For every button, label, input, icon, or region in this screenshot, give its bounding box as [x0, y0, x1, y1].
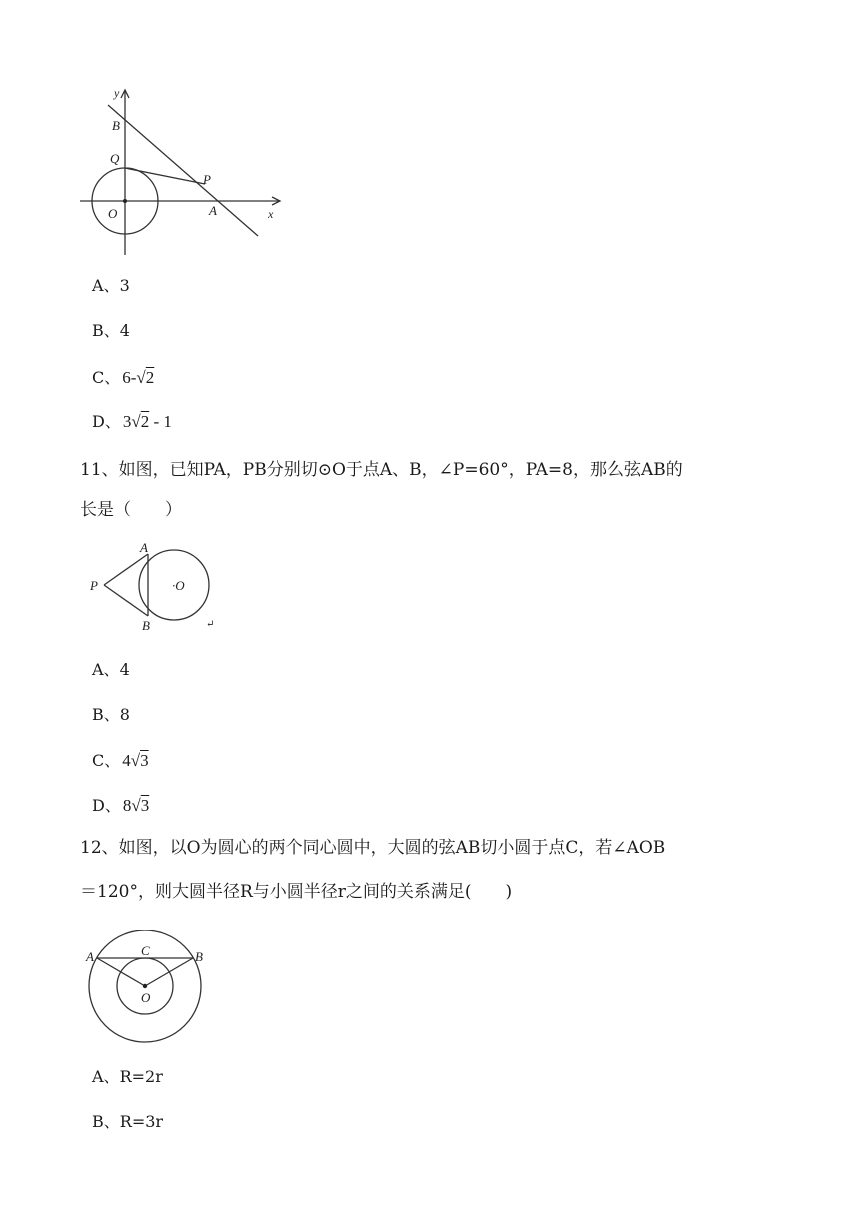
option-value: 8: [119, 705, 130, 724]
q12-option-a: [92, 1067, 163, 1087]
q11-text-line2: 长是（ ）: [80, 500, 182, 520]
label-o: ·O: [172, 578, 185, 593]
option-prefix: B、: [92, 321, 120, 340]
figure-q11: [80, 538, 230, 638]
math-pre: 8: [122, 796, 132, 815]
q12-option-b: [92, 1112, 163, 1132]
radius-ob: [145, 958, 193, 986]
option-value: 4: [119, 660, 130, 679]
option-math: [123, 796, 149, 815]
option-value: 3: [119, 276, 130, 295]
option-prefix: D、: [92, 796, 121, 815]
origin-dot: [123, 199, 127, 203]
radicand: 2: [140, 412, 150, 431]
sqrt-sign: √: [136, 368, 146, 387]
label-b: B: [195, 949, 203, 964]
q11-option-c: [92, 751, 149, 771]
label-q: Q: [110, 151, 120, 166]
label-b: B: [112, 118, 120, 133]
label-o: O: [141, 990, 151, 1005]
q10-option-d: [92, 412, 172, 432]
label-a: A: [209, 203, 217, 218]
radicand: 3: [140, 751, 149, 770]
label-a: A: [86, 949, 94, 964]
option-prefix: C、: [92, 751, 121, 770]
option-math: [123, 412, 172, 431]
sqrt-sign: √: [130, 751, 141, 770]
option-math: [122, 751, 148, 770]
label-p: P: [90, 578, 98, 593]
tangent-qp: [125, 168, 205, 184]
label-a: A: [140, 540, 148, 555]
tangent-pa: [104, 554, 148, 585]
option-value: R=3r: [119, 1112, 164, 1131]
label-p: P: [203, 172, 211, 187]
radicand: 3: [140, 796, 150, 815]
q10-option-b: [92, 321, 130, 341]
math-pre: 3: [122, 412, 132, 431]
q11-option-a: [92, 660, 130, 680]
option-value: R=2r: [119, 1067, 163, 1086]
figure-q10: [70, 80, 290, 265]
option-prefix: A、: [92, 276, 120, 295]
q11-text-line1: 11、如图，已知PA，PB分别切⊙O于点A、B，∠P=60°，PA=8，那么弦AB的: [80, 460, 683, 480]
option-value: 4: [119, 321, 130, 340]
math-pre: 4: [122, 751, 131, 770]
option-prefix: A、: [92, 1067, 120, 1086]
option-math: [122, 368, 154, 387]
sqrt-sign: √: [131, 796, 141, 815]
option-prefix: B、: [92, 1112, 120, 1131]
radius-oa: [97, 958, 145, 986]
q11-option-b: [92, 705, 130, 725]
tangent-pb: [104, 585, 148, 616]
math-pre: 6-: [122, 368, 137, 387]
label-c: C: [141, 943, 150, 958]
q10-option-a: [92, 276, 130, 296]
label-o: O: [108, 206, 118, 221]
option-prefix: B、: [92, 705, 120, 724]
option-prefix: C、: [92, 368, 121, 387]
q12-text-line2: ＝120°，则大圆半径R与小圆半径r之间的关系满足( ): [80, 882, 513, 902]
q12-text-line1: 12、如图，以O为圆心的两个同心圆中，大圆的弦AB切小圆于点C，若∠AOB: [80, 838, 666, 858]
option-prefix: A、: [92, 660, 120, 679]
q10-option-c: [92, 368, 154, 388]
option-prefix: D、: [92, 412, 121, 431]
sqrt-sign: √: [131, 412, 141, 431]
figure-q12: [80, 930, 215, 1050]
center-dot: [143, 984, 147, 988]
math-post: - 1: [149, 412, 172, 431]
label-y: y: [114, 86, 120, 100]
return-mark: ↵: [206, 619, 215, 630]
q11-option-d: [92, 796, 149, 816]
label-b: B: [142, 618, 150, 633]
line-ab: [108, 105, 258, 236]
radicand: 2: [145, 368, 155, 387]
label-x: x: [268, 207, 274, 221]
